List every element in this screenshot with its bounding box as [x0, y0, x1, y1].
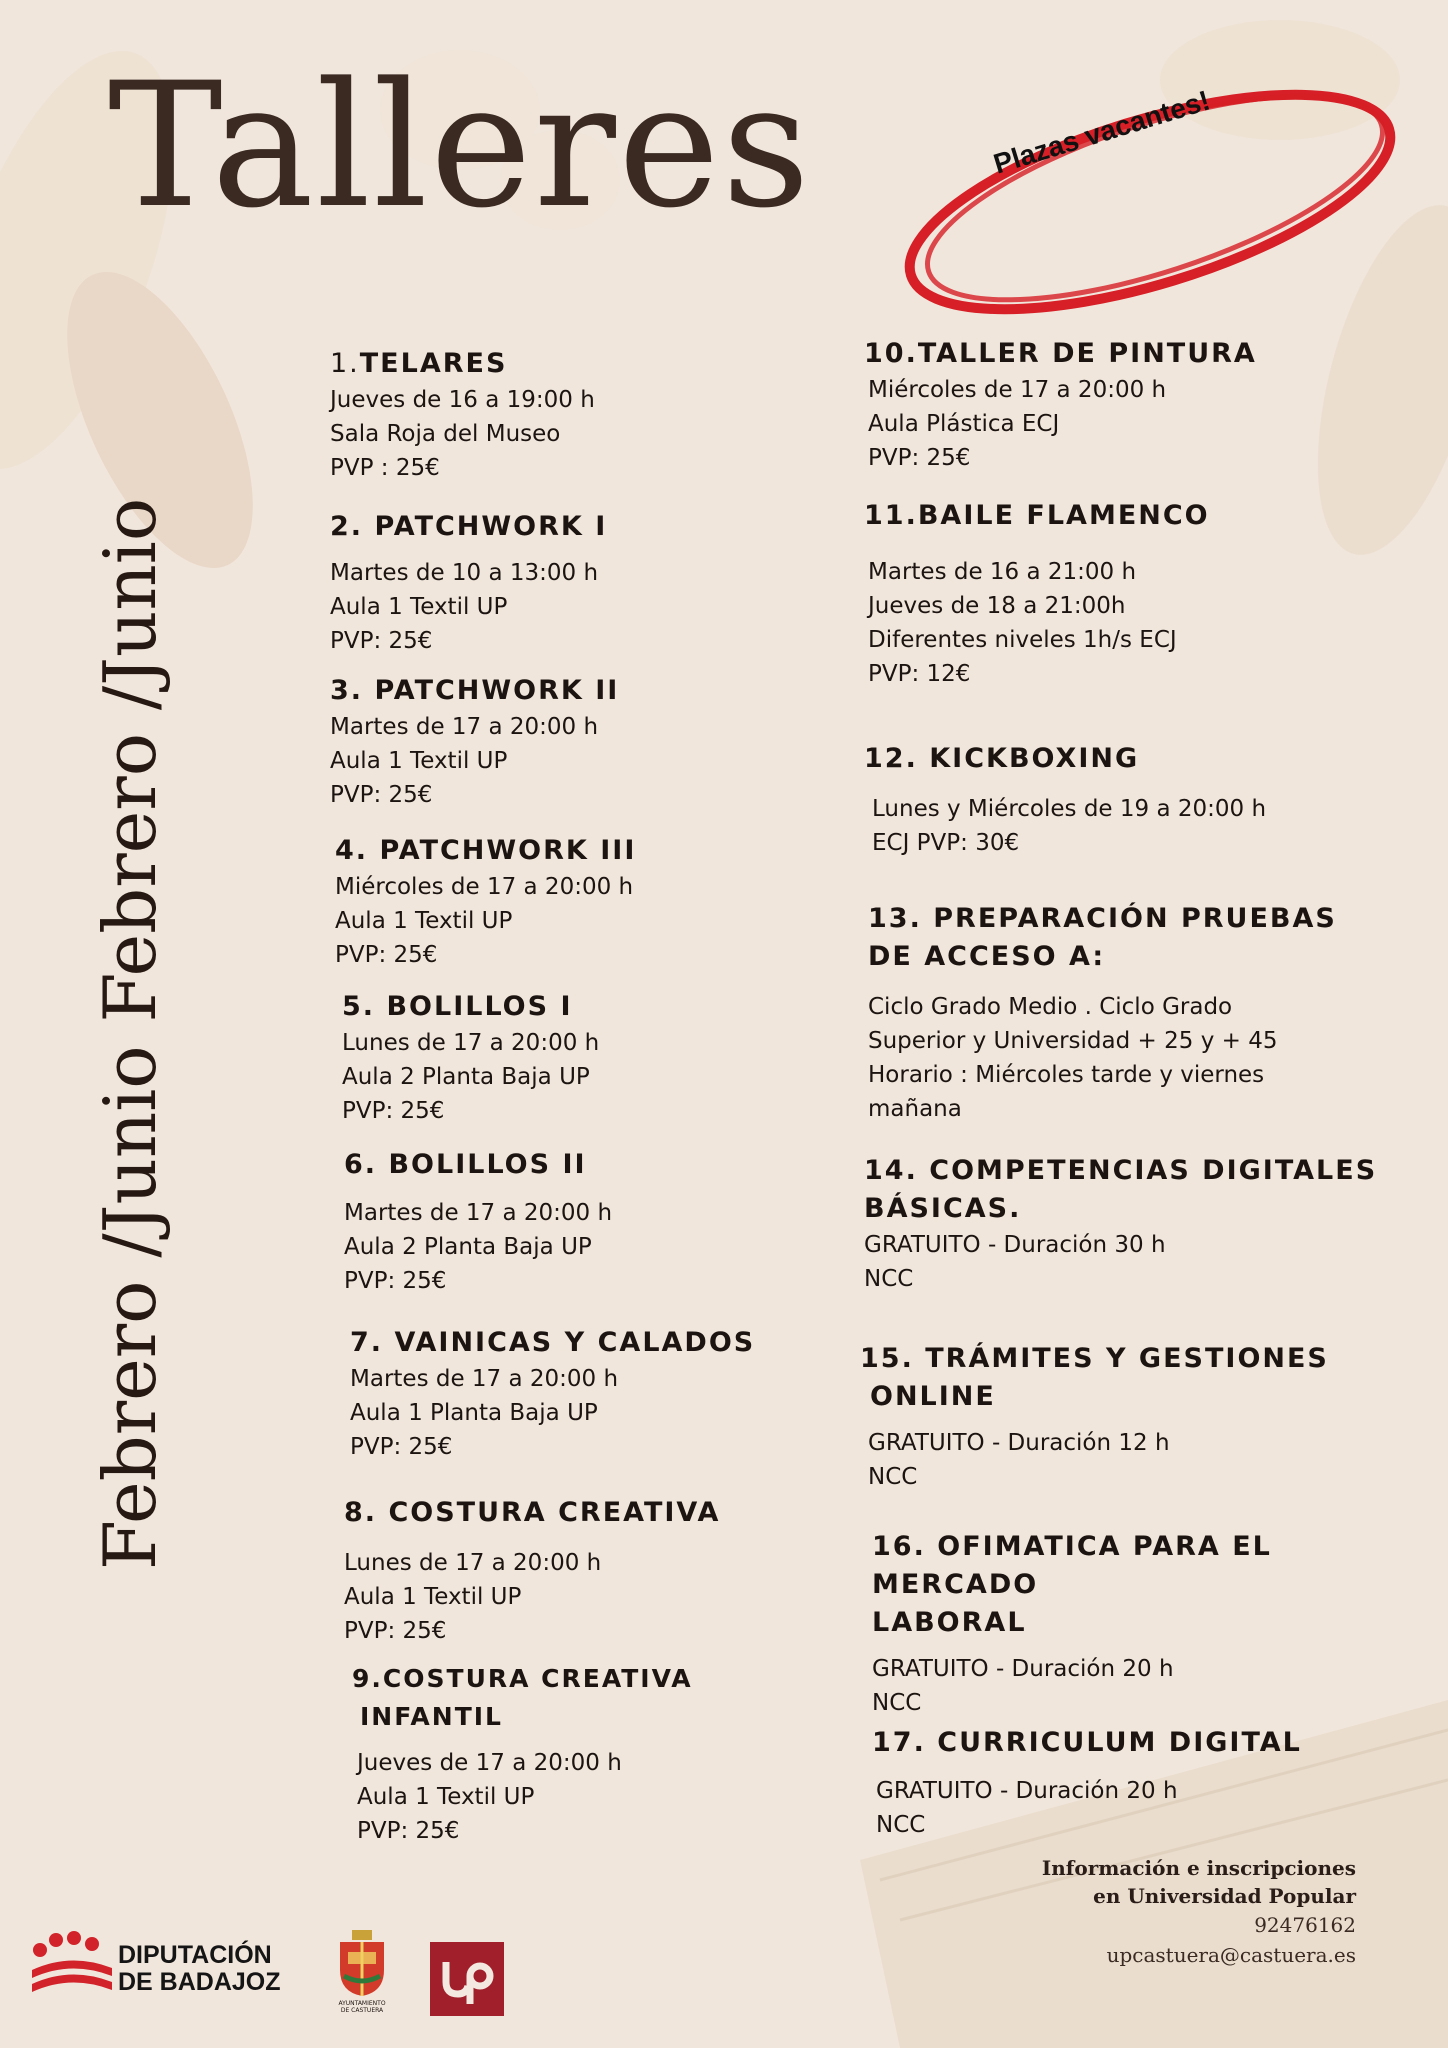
workshop-12	[864, 740, 1266, 860]
workshop-price: ECJ PVP: 30€	[872, 830, 1020, 856]
email-address: upcastuera@castuera.es	[1106, 1943, 1356, 1967]
workshop-1	[330, 345, 595, 485]
workshop-title: 12. KICKBOXING	[864, 743, 1140, 774]
workshop-detail: Ciclo Grado Medio . Ciclo Grado	[868, 994, 1233, 1020]
workshop-location: NCC	[872, 1690, 922, 1716]
workshop-price: PVP : 25€	[330, 455, 440, 481]
workshop-title: 14. COMPETENCIAS DIGITALES	[864, 1155, 1378, 1186]
workshop-schedule: Martes de 17 a 20:00 h	[330, 714, 599, 740]
workshop-location: Aula Plástica ECJ	[868, 411, 1060, 437]
workshop-11	[864, 497, 1210, 691]
universidad-popular-logo	[430, 1942, 504, 2016]
workshop-location: Aula 1 Textil UP	[335, 908, 513, 934]
workshop-location: Aula 1 Planta Baja UP	[350, 1400, 598, 1426]
diputacion-logo-icon	[26, 1930, 116, 2000]
workshop-title: 7. VAINICAS Y CALADOS	[350, 1327, 756, 1358]
workshop-title-line2: DE ACCESO A:	[868, 941, 1106, 972]
workshop-duration: GRATUITO - Duración 30 h	[864, 1232, 1166, 1258]
side-date-banner: Febrero /Junio Febrero /Junio	[88, 497, 172, 1570]
workshop-title: 16. OFIMATICA PARA EL MERCADO	[872, 1531, 1272, 1600]
workshop-title: 11.BAILE FLAMENCO	[864, 500, 1210, 531]
workshop-schedule: Miércoles de 17 a 20:00 h	[868, 377, 1167, 403]
workshop-title: 4. PATCHWORK III	[335, 835, 637, 866]
workshop-13	[868, 900, 1337, 1126]
workshop-location: Aula 1 Textil UP	[357, 1784, 535, 1810]
workshop-title-line2: ONLINE	[870, 1381, 996, 1412]
workshop-location: Aula 1 Textil UP	[344, 1584, 522, 1610]
workshop-5	[342, 988, 599, 1128]
workshop-6	[344, 1146, 612, 1298]
workshop-price: PVP: 25€	[344, 1618, 447, 1644]
workshop-location: NCC	[868, 1464, 918, 1490]
contact-info	[1042, 1854, 1356, 1970]
workshop-detail: Superior y Universidad + 25 y + 45	[868, 1028, 1278, 1054]
workshop-title: 1.TELARES	[330, 348, 508, 379]
workshop-price: PVP: 25€	[357, 1818, 460, 1844]
workshop-title: 8. COSTURA CREATIVA	[344, 1497, 721, 1528]
workshop-title: 5. BOLILLOS I	[342, 991, 573, 1022]
workshop-price: PVP: 25€	[330, 628, 433, 654]
ayuntamiento-line-2: DE CASTUERA	[340, 2007, 384, 2014]
workshop-schedule: Miércoles de 17 a 20:00 h	[335, 874, 634, 900]
workshop-4	[335, 832, 636, 972]
workshop-schedule: Lunes y Miércoles de 19 a 20:00 h	[872, 796, 1267, 822]
workshop-price: PVP: 25€	[868, 445, 971, 471]
workshop-title: 13. PREPARACIÓN PRUEBAS	[868, 903, 1337, 934]
workshop-title: 10.TALLER DE PINTURA	[864, 338, 1257, 369]
workshop-schedule: Martes de 16 a 21:00 h	[868, 559, 1137, 585]
workshop-price: PVP: 25€	[335, 942, 438, 968]
workshop-duration: GRATUITO - Duración 12 h	[868, 1430, 1170, 1456]
workshop-title-line2: LABORAL	[872, 1607, 1027, 1638]
workshop-title: 2. PATCHWORK I	[330, 511, 608, 542]
workshop-schedule: Jueves de 16 a 19:00 h	[330, 387, 595, 413]
workshop-location: Aula 1 Textil UP	[330, 748, 508, 774]
workshop-duration: GRATUITO - Duración 20 h	[876, 1778, 1178, 1804]
workshop-price: PVP: 25€	[342, 1098, 445, 1124]
diputacion-name	[118, 1942, 281, 1996]
workshop-14	[864, 1152, 1377, 1296]
workshop-schedule: Lunes de 17 a 20:00 h	[342, 1030, 600, 1056]
ayuntamiento-shield-icon	[334, 1928, 390, 1998]
workshop-title: 17. CURRICULUM DIGITAL	[872, 1727, 1302, 1758]
workshop-location: NCC	[864, 1266, 914, 1292]
workshop-schedule: Jueves de 17 a 20:00 h	[357, 1750, 622, 1776]
workshop-schedule: Horario : Miércoles tarde y viernes	[868, 1062, 1265, 1088]
workshop-schedule-2: mañana	[868, 1096, 962, 1122]
workshop-10	[864, 335, 1257, 475]
workshop-location: Aula 2 Planta Baja UP	[342, 1064, 590, 1090]
workshop-8	[344, 1494, 720, 1648]
ayuntamiento-line-1: AYUNTAMIENTO	[338, 2000, 386, 2007]
workshop-15	[860, 1340, 1329, 1494]
workshop-title-line2: BÁSICAS.	[864, 1193, 1022, 1224]
info-line-2: en Universidad Popular	[1093, 1884, 1356, 1908]
workshop-location: Sala Roja del Museo	[330, 421, 561, 447]
workshop-location: Aula 2 Planta Baja UP	[344, 1234, 592, 1260]
workshop-title: 3. PATCHWORK II	[330, 675, 620, 706]
workshop-title: 15. TRÁMITES Y GESTIONES	[860, 1343, 1329, 1374]
workshop-price: PVP: 25€	[330, 782, 433, 808]
workshop-location: Diferentes niveles 1h/s ECJ	[868, 627, 1177, 653]
up-logo-icon	[430, 1942, 504, 2016]
page-title: Talleres	[108, 45, 812, 246]
workshop-schedule: Lunes de 17 a 20:00 h	[344, 1550, 602, 1576]
workshop-price: PVP: 25€	[350, 1434, 453, 1460]
workshop-2	[330, 508, 607, 658]
workshop-title: 9.COSTURA CREATIVA	[352, 1664, 693, 1693]
workshop-16	[872, 1528, 1448, 1720]
ayuntamiento-name	[330, 2000, 394, 2014]
workshop-schedule: Martes de 10 a 13:00 h	[330, 560, 599, 586]
diputacion-line-2: DE BADAJOZ	[118, 1968, 281, 1996]
workshop-duration: GRATUITO - Duración 20 h	[872, 1656, 1174, 1682]
plazas-vacantes-badge: Plazas vacantes!	[990, 84, 1214, 180]
workshop-9	[352, 1660, 693, 1848]
workshop-schedule-2: Jueves de 18 a 21:00h	[868, 593, 1126, 619]
workshop-price: PVP: 25€	[344, 1268, 447, 1294]
workshop-location: NCC	[876, 1812, 926, 1838]
workshop-location: Aula 1 Textil UP	[330, 594, 508, 620]
workshop-schedule: Martes de 17 a 20:00 h	[344, 1200, 613, 1226]
workshop-7	[350, 1324, 755, 1464]
workshop-price: PVP: 12€	[868, 661, 971, 687]
workshop-17	[872, 1724, 1302, 1842]
phone-number: 92476162	[1254, 1913, 1356, 1937]
workshop-title: 6. BOLILLOS II	[344, 1149, 587, 1180]
info-line-1: Información e inscripciones	[1041, 1856, 1356, 1880]
diputacion-line-1: DIPUTACIÓN	[118, 1941, 272, 1969]
workshop-title-line2: INFANTIL	[360, 1702, 503, 1731]
workshop-3	[330, 672, 619, 812]
workshop-schedule: Martes de 17 a 20:00 h	[350, 1366, 619, 1392]
